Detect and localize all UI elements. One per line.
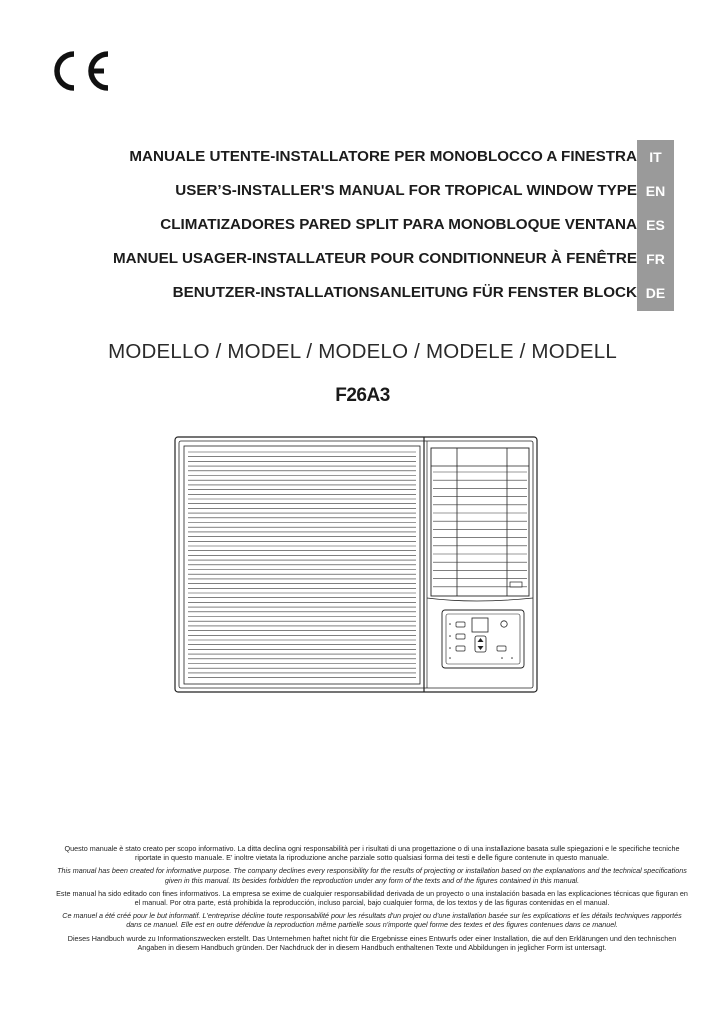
manual-title-fr: MANUEL USAGER-INSTALLATEUR POUR CONDITIONNEUR À FENÊTRE — [113, 250, 637, 267]
disclaimer-fr: Ce manuel a été créé pour le but informatif. L'entreprise décline toute responsabilité pour les résultats d'un projet ou d'une installation basée sur les explications et les détails techniques rapportés dans ce manuel. Elle est en outre défendue la reproduction même partielle sous n'importe quel forme des textes et des figures contenues dans ce manuel. — [62, 911, 682, 930]
disclaimer-en: This manual has been created for informative purpose. The company declines every responsibility for the results of projecting or installation based on the explanations and the technical specifications given in this manual. Its besides forbidden the reproduction under any form of the texts and of the figures contained in this manual. — [57, 866, 687, 885]
lang-tag-es: ES — [646, 217, 665, 233]
lang-tag-fr: FR — [646, 251, 665, 267]
language-tag-column — [637, 140, 674, 311]
disclaimer-block — [56, 844, 688, 956]
manual-title-en: USER’S-INSTALLER'S MANUAL FOR TROPICAL WINDOW TYPE — [175, 182, 637, 199]
lang-tag-it: IT — [649, 149, 662, 165]
model-code: F26A3 — [335, 385, 390, 406]
ce-mark-logo — [46, 48, 112, 94]
disclaimer-de: Dieses Handbuch wurde zu Informationszwecken erstellt. Das Unternehmen haftet nicht für die Ergebnisse eines Entwurfs oder einer Installation, die auf den Erklärungen und den technischen Angaben in diesem Handbuch gründen. Der Nachdruck der in diesem Handbuch enthaltenen Texte und Abbildungen in jeglicher Form ist untersagt. — [67, 933, 677, 952]
air-conditioner-illustration — [174, 436, 538, 693]
disclaimer-es: Este manual ha sido editado con fines informativos. La empresa se exime de cualquier responsabilidad derivada de un proyecto o una instalación basada en las explicaciones técnicas que figuran en el manual. Por otra parte, está prohibida la reproducción, incluso parcial, bajo cualquier forma, de los textos y de las figuras contenidas en el manual. — [56, 888, 688, 908]
manual-title-de: BENUTZER-INSTALLATIONSANLEITUNG FÜR FENSTER BLOCK — [172, 284, 637, 301]
manual-title-it: MANUALE UTENTE-INSTALLATORE PER MONOBLOCCO A FINESTRA — [129, 148, 637, 165]
lang-tag-de: DE — [645, 285, 666, 301]
model-label: MODELLO / MODEL / MODELO / MODELE / MODELL — [108, 340, 617, 363]
manual-title-es: CLIMATIZADORES PARED SPLIT PARA MONOBLOQUE VENTANA — [160, 216, 637, 233]
lang-tag-en: EN — [645, 183, 666, 199]
disclaimer-it: Questo manuale è stato creato per scopo informativo. La ditta declina ogni responsabilità per i risultati di una progettazione o di una installazione basata sulle spiegazioni e le specifiche tecniche riportate in questo manuale. E’ inoltre vietata la riproduzione anche parziale sotto qualsiasi forma dei testi e delle figure contenute in questo manuale. — [64, 844, 680, 863]
